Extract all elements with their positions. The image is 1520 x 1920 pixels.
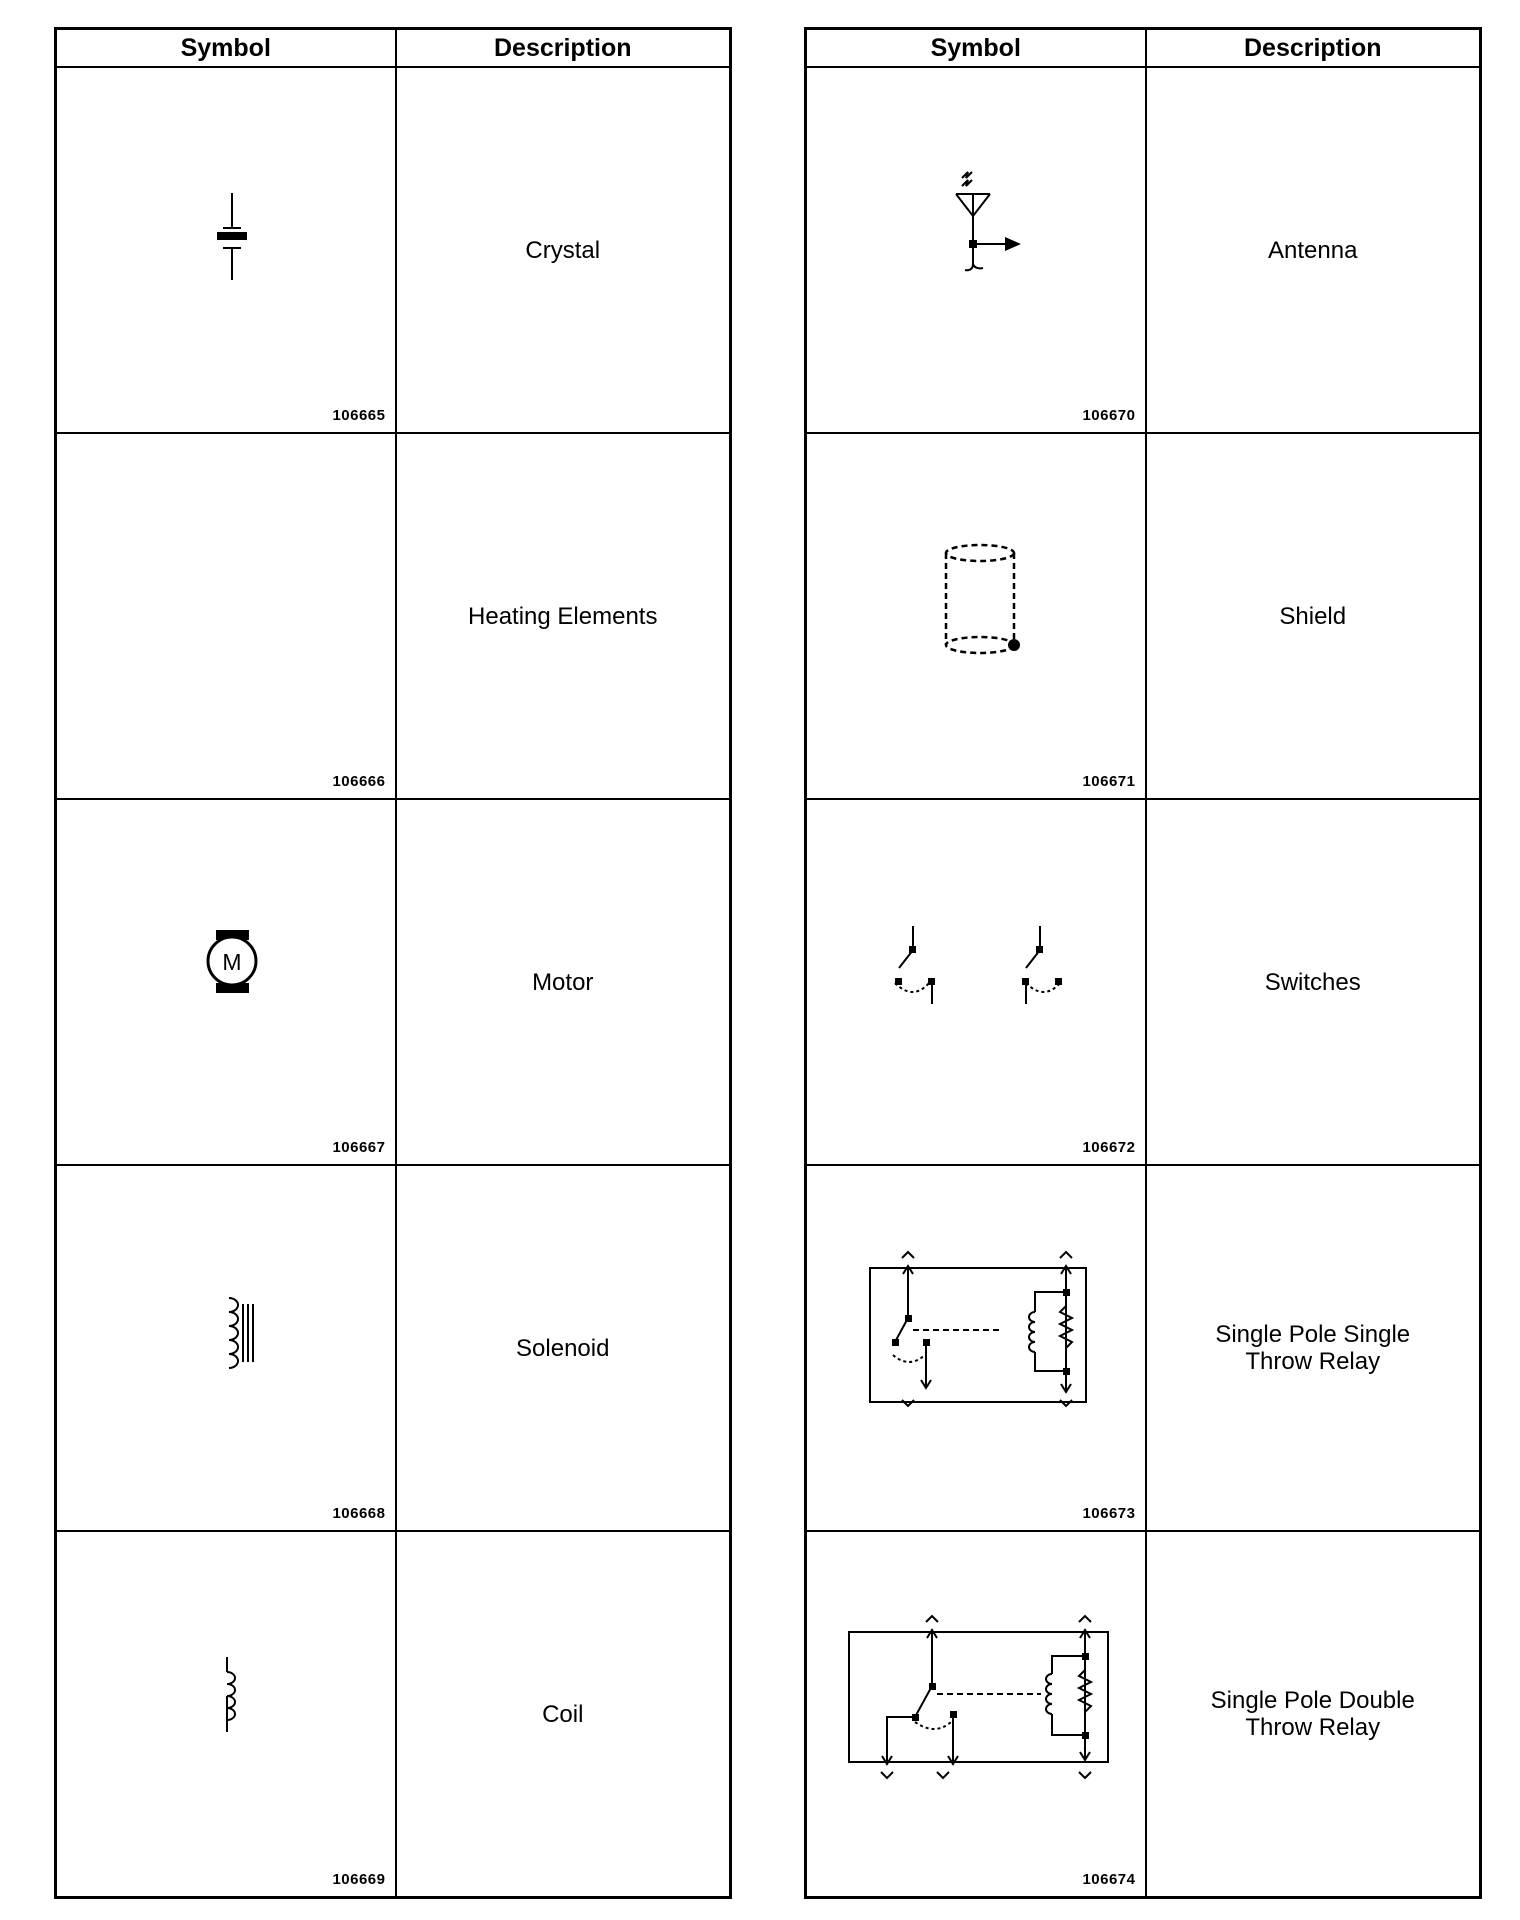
description-cell bbox=[396, 1165, 731, 1531]
symbol-header: Symbol bbox=[56, 29, 396, 68]
shield-icon bbox=[807, 434, 1147, 798]
description-text: Switches bbox=[1264, 968, 1361, 996]
table-row bbox=[806, 799, 1481, 1165]
figure-number: 106668 bbox=[332, 1505, 386, 1522]
symbol-cell bbox=[806, 1531, 1146, 1898]
motor-icon bbox=[57, 800, 397, 1164]
table-row bbox=[56, 1165, 731, 1531]
description-cell bbox=[396, 433, 731, 799]
figure-number: 106673 bbox=[1082, 1505, 1136, 1522]
description-header: Description bbox=[1146, 29, 1481, 68]
figure-number: 106672 bbox=[1082, 1139, 1136, 1156]
description-header: Description bbox=[396, 29, 731, 68]
description-cell bbox=[396, 799, 731, 1165]
description-text: Coil bbox=[542, 1700, 584, 1728]
table-row bbox=[806, 1165, 1481, 1531]
symbol-table-left bbox=[54, 27, 732, 1899]
symbol-cell bbox=[56, 67, 396, 433]
header-row bbox=[806, 29, 1481, 68]
description-text: Motor bbox=[532, 968, 594, 996]
crystal-icon bbox=[57, 68, 397, 432]
symbol-cell bbox=[56, 1531, 396, 1898]
description-cell bbox=[396, 1531, 731, 1898]
symbol-cell bbox=[56, 1165, 396, 1531]
figure-number: 106666 bbox=[332, 773, 386, 790]
symbol-header: Symbol bbox=[806, 29, 1146, 68]
description-cell bbox=[1146, 799, 1481, 1165]
symbol-cell bbox=[806, 67, 1146, 433]
header-row bbox=[56, 29, 731, 68]
figure-number: 106674 bbox=[1082, 1871, 1136, 1888]
description-cell bbox=[1146, 1165, 1481, 1531]
table-row bbox=[56, 67, 731, 433]
symbol-cell bbox=[56, 433, 396, 799]
description-cell bbox=[1146, 1531, 1481, 1898]
coil-icon bbox=[57, 1532, 397, 1896]
symbol-cell bbox=[56, 799, 396, 1165]
description-text: Solenoid bbox=[516, 1334, 610, 1362]
spst-relay-icon bbox=[807, 1166, 1147, 1530]
antenna-icon bbox=[807, 68, 1147, 432]
switches-icon bbox=[807, 800, 1147, 1164]
table-row bbox=[56, 799, 731, 1165]
symbol-table-right bbox=[804, 27, 1482, 1899]
table-row bbox=[56, 433, 731, 799]
description-cell bbox=[1146, 433, 1481, 799]
description-text: Crystal bbox=[525, 236, 601, 264]
table-row bbox=[806, 433, 1481, 799]
description-text: Single Pole Double Throw Relay bbox=[1210, 1687, 1415, 1741]
description-text: Single Pole Single Throw Relay bbox=[1215, 1321, 1411, 1375]
description-text: Heating Elements bbox=[468, 602, 658, 630]
motor-label: M bbox=[222, 949, 242, 975]
solenoid-icon bbox=[57, 1166, 397, 1530]
symbol-cell bbox=[806, 1165, 1146, 1531]
description-cell bbox=[1146, 67, 1481, 433]
table-row bbox=[806, 67, 1481, 433]
table-row bbox=[806, 1531, 1481, 1898]
description-text: Antenna bbox=[1268, 236, 1358, 264]
symbol-cell bbox=[806, 433, 1146, 799]
figure-number: 106665 bbox=[332, 407, 386, 424]
figure-number: 106667 bbox=[332, 1139, 386, 1156]
table-row bbox=[56, 1531, 731, 1898]
symbol-cell bbox=[806, 799, 1146, 1165]
figure-number: 106671 bbox=[1082, 773, 1136, 790]
figure-number: 106670 bbox=[1082, 407, 1136, 424]
figure-number: 106669 bbox=[332, 1871, 386, 1888]
description-text: Shield bbox=[1279, 602, 1347, 630]
description-cell bbox=[396, 67, 731, 433]
spdt-relay-icon bbox=[807, 1532, 1147, 1896]
heating-element-icon bbox=[57, 434, 397, 798]
